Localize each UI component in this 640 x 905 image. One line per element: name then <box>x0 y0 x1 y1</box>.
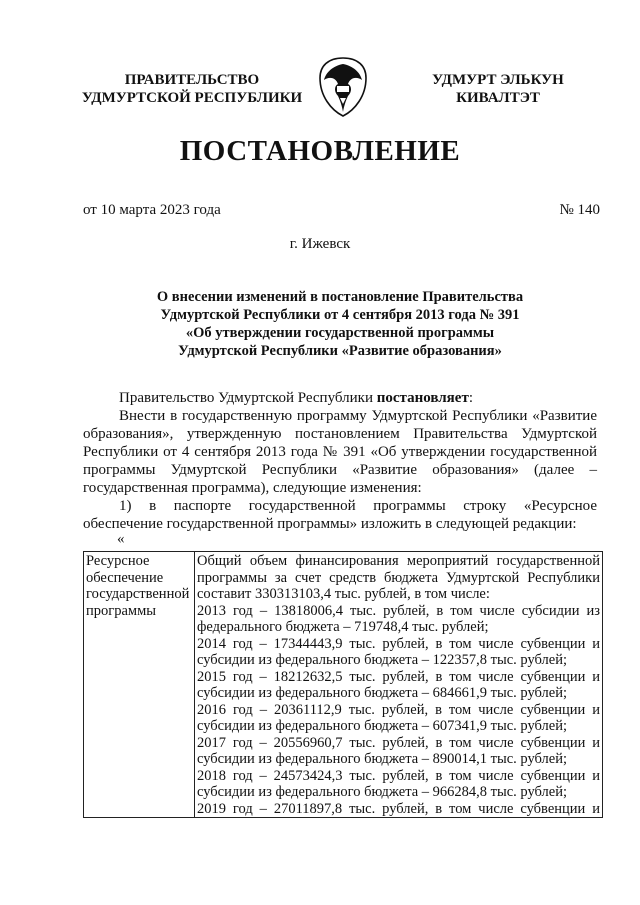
paragraph-item-1: 1) в паспорте государственной программы строку «Ресурсное обеспечение государственной программы» изложить в следующей редакции: <box>83 498 597 532</box>
header-left-line2: УДМУРТСКОЙ РЕСПУБЛИКИ <box>81 90 303 106</box>
year-line: 2019 год – 27011897,8 тыс. рублей, в том числе субвенции и <box>196 800 600 817</box>
year-line: 2014 год – 17344443,9 тыс. рублей, в том числе субвенции и <box>196 635 600 652</box>
subject-line3: «Об утверждении государственной программы <box>185 325 495 341</box>
document-body <box>83 389 597 533</box>
header-left-line1: ПРАВИТЕЛЬСТВО <box>124 72 260 88</box>
header-left <box>58 71 326 107</box>
year-line: 2013 год – 13818006,4 тыс. рублей, в том числе субсидии из <box>196 602 600 619</box>
header-right <box>398 71 598 107</box>
document-subject <box>120 288 560 360</box>
resource-label: Ресурсное обеспечение государственной программы <box>86 553 190 619</box>
resource-table <box>83 551 603 818</box>
year-line: субсидии из федерального бюджета – 122357,8 тыс. рублей; <box>196 652 568 668</box>
year-line: субсидии из федерального бюджета – 890014,1 тыс. рублей; <box>196 751 568 767</box>
subject-line1: О внесении изменений в постановление Правительства <box>156 289 524 305</box>
header-right-line2: КИВАЛТЭТ <box>456 90 540 106</box>
paragraph-changes: Внести в государственную программу Удмуртской Республики «Развитие образования», утвержденную постановлением Правительства Удмуртской Республики от 4 сентября 2013 года № 391 «Об утверждении государственной программы Удмуртской Республики «Развитие образования» (далее – государственная программа), следующие изменения: <box>83 408 597 496</box>
quote-mark: « <box>117 531 125 547</box>
year-line: субсидии из федерального бюджета – 607341,9 тыс. рублей; <box>196 718 568 734</box>
document-city: г. Ижевск <box>289 236 351 252</box>
paragraph-resolves-colon: : <box>468 390 473 406</box>
document-date: от 10 марта 2023 года <box>83 202 221 218</box>
paragraph-resolves-bold: постановляет <box>376 390 469 406</box>
year-line: субсидии из федерального бюджета – 684661,9 тыс. рублей; <box>196 685 568 701</box>
year-line: 2017 год – 20556960,7 тыс. рублей, в том числе субвенции и <box>196 734 600 751</box>
subject-line4: Удмуртской Республики «Развитие образования» <box>178 343 502 359</box>
resource-intro: Общий объем финансирования мероприятий государственной программы за счет средств бюджета Удмуртской Республики составит 330313103,4 тыс. рублей, в том числе: <box>196 553 600 602</box>
paragraph-resolves <box>83 389 597 407</box>
table-row <box>84 552 603 818</box>
udmurt-emblem-icon <box>316 56 370 118</box>
year-line: 2018 год – 24573424,3 тыс. рублей, в том числе субвенции и <box>196 767 600 784</box>
year-line: 2015 год – 18212632,5 тыс. рублей, в том числе субвенции и <box>196 668 600 685</box>
paragraph-resolves-text: Правительство Удмуртской Республики <box>119 390 377 406</box>
document-title: ПОСТАНОВЛЕНИЕ <box>179 135 461 167</box>
subject-line2: Удмуртской Республики от 4 сентября 2013 года № 391 <box>160 307 520 323</box>
resource-value-cell <box>194 552 602 818</box>
year-line: федерального бюджета – 719748,4 тыс. рублей; <box>196 619 489 635</box>
year-line: 2016 год – 20361112,9 тыс. рублей, в том числе субвенции и <box>196 701 600 718</box>
resource-label-cell <box>84 552 195 818</box>
header-right-line1: УДМУРТ ЭЛЬКУН <box>432 72 564 88</box>
year-line: субсидии из федерального бюджета – 966284,8 тыс. рублей; <box>196 784 568 800</box>
document-number: № 140 <box>559 202 600 218</box>
